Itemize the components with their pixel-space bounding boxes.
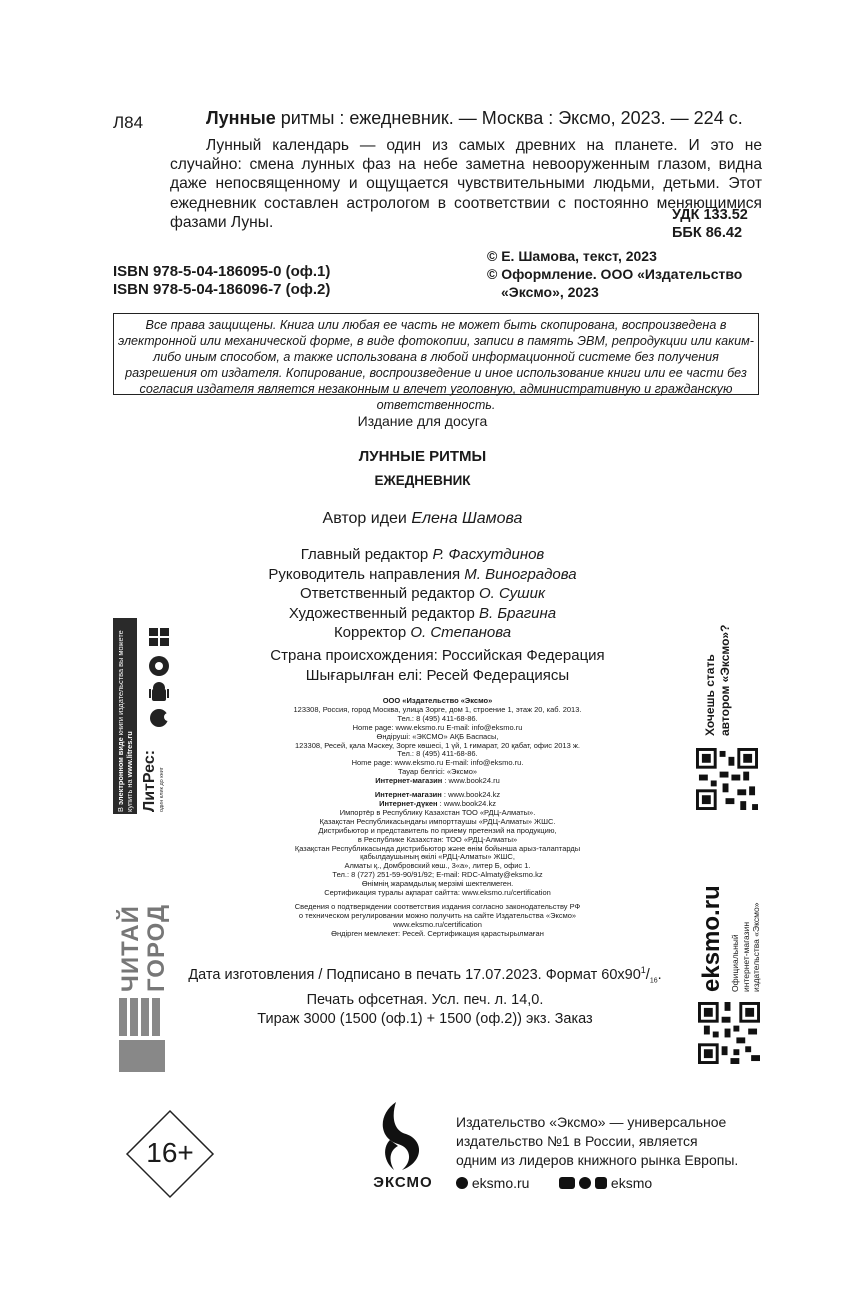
about-line: Издательство «Эксмо» — универсальное bbox=[456, 1114, 727, 1130]
detail-value: : www.book24.kz bbox=[441, 790, 501, 800]
detail-line: Тел.: 8 (495) 411-68-86. bbox=[397, 713, 478, 723]
social-handle[interactable]: eksmo bbox=[610, 1175, 653, 1191]
author-promo-text: Хочешь стать автором «Эксмо»? bbox=[703, 624, 732, 736]
format-denominator: 16 bbox=[649, 977, 658, 985]
litres-promo bbox=[113, 618, 171, 814]
litres-band-text: В электронном виде книги издательства вы можете купить на www.litres.ru bbox=[116, 630, 134, 812]
staff-name: О. Сушик bbox=[478, 585, 546, 602]
chitai-gorod-logo bbox=[117, 880, 170, 1072]
detail-value: : www.book24.kz bbox=[437, 798, 496, 808]
staff-role: Художественный редактор bbox=[288, 604, 479, 622]
footer-links bbox=[456, 1175, 652, 1191]
book-stack-icon bbox=[119, 998, 165, 1072]
apple-icon bbox=[150, 709, 171, 727]
litres-tagline: один клик до книг bbox=[159, 767, 165, 812]
eksmo-logo-text: ЭКСМО bbox=[373, 1174, 433, 1191]
detail-line: 123308, Россия, город Москва, улица Зорге, дом 1, строение 1, этаж 20, каб. 2013. bbox=[293, 704, 582, 714]
detail-line: Дистрибьютор и представитель по приему претензий на продукцию, bbox=[318, 825, 557, 835]
eksmo-store-promo bbox=[690, 880, 770, 1070]
detail-line: Home page: www.eksmo.ru E-mail: info@eksmo.ru bbox=[352, 722, 523, 732]
eksmo-store-text: Официальный интернет-магазин издательства «Эксмо» bbox=[730, 902, 761, 992]
telegram-icon[interactable] bbox=[595, 1177, 607, 1189]
detail-line: Сертификация туралы ақпарат сайтта: www.eksmo.ru/certification bbox=[324, 888, 551, 898]
production-info bbox=[160, 961, 690, 1029]
detail-line: Қазақстан Республикасында дистрибьютор және өнім бойынша арыз-талаптарды bbox=[294, 843, 581, 853]
production-line-2: Печать офсетная. Усл. печ. л. 14,0. bbox=[306, 991, 544, 1008]
copyright-block bbox=[487, 247, 742, 301]
author-name: Елена Шамова bbox=[411, 510, 523, 527]
isbn-1: ISBN 978-5-04-186095-0 (оф.1) bbox=[113, 263, 331, 280]
country-ru: Страна происхождения: Российская Федерация bbox=[270, 647, 605, 664]
detail-label: Интернет-магазин bbox=[374, 790, 442, 800]
age-rating-badge bbox=[125, 1109, 215, 1199]
staff-name: В. Брагина bbox=[479, 604, 557, 622]
detail-line: 123308, Ресей, қала Мәскеу, Зорге көшесі, 1 үй, 1 ғимарат, 20 қабат, офис 2013 ж. bbox=[295, 740, 580, 750]
staff-row bbox=[0, 565, 845, 585]
eksmo-logo bbox=[368, 1100, 438, 1196]
country-kz: Шығарылған елі: Ресей Федерациясы bbox=[305, 666, 570, 684]
detail-line: Өндірген мемлекет: Ресей. Сертификация қарастырылмаған bbox=[331, 928, 544, 938]
eksmo-logo-icon bbox=[368, 1100, 438, 1172]
detail-line: Тауар белгісі: «Эксмо» bbox=[397, 767, 478, 777]
chrome-icon bbox=[149, 656, 169, 676]
eksmo-site-logo: eksmo.ru bbox=[698, 885, 725, 992]
bib-title: Лунные bbox=[206, 108, 276, 128]
author-promo bbox=[690, 620, 770, 820]
detail-line: www.eksmo.ru/certification bbox=[393, 919, 482, 929]
staff-row bbox=[0, 584, 845, 604]
udk: УДК 133.52 bbox=[672, 207, 748, 223]
copyright-design: © Оформление. ООО «Издательство bbox=[487, 266, 743, 282]
staff-role: Корректор bbox=[333, 624, 411, 641]
author-label: Автор идеи bbox=[322, 510, 412, 527]
staff-name: Р. Фасхутдинов bbox=[432, 546, 545, 563]
detail-line: Тел.: 8 (495) 411-68-86. bbox=[397, 749, 478, 759]
detail-line: Қазақстан Республикасындағы импорттаушы «РДЦ-Алматы» ЖШС. bbox=[319, 816, 556, 826]
edition-type: Издание для досуга bbox=[357, 413, 488, 429]
staff-row bbox=[0, 545, 845, 565]
qr-code-icon[interactable] bbox=[698, 1002, 760, 1064]
age-rating: 16+ bbox=[146, 1137, 194, 1168]
detail-label: Интернет-магазин bbox=[375, 776, 443, 786]
book-title: ЛУННЫЕ РИТМЫ bbox=[358, 448, 487, 465]
bibliographic-record bbox=[206, 108, 743, 129]
platform-icons bbox=[147, 626, 171, 736]
copyright-text: © Е. Шамова, текст, 2023 bbox=[487, 248, 657, 264]
bib-rest: ритмы : ежедневник. — Москва : Эксмо, 2023. — 224 с. bbox=[275, 108, 743, 128]
detail-line: Импортёр в Республику Казахстан ТОО «РДЦ-Алматы». bbox=[339, 807, 536, 817]
about-line: одним из лидеров книжного рынка Европы. bbox=[456, 1152, 739, 1168]
bbk: ББК 86.42 bbox=[672, 225, 743, 241]
author-line bbox=[0, 510, 845, 528]
publisher-name: ООО «Издательство «Эксмо» bbox=[382, 696, 493, 705]
isbn-block bbox=[113, 263, 330, 299]
detail-line: Өнімнің жарамдылық мерзімі шектелмеген. bbox=[361, 879, 514, 889]
classification-code: Л84 bbox=[113, 113, 144, 132]
android-icon bbox=[149, 682, 169, 701]
copyright-design-cont: «Эксмо», 2023 bbox=[501, 284, 599, 300]
isbn-2: ISBN 978-5-04-186096-7 (оф.2) bbox=[113, 281, 331, 298]
production-text: Дата изготовления / Подписано в печать 17.07.2023. Формат 60x90 bbox=[188, 966, 641, 983]
detail-line: қабылдаушының өкілі «РДЦ-Алматы» ЖШС, bbox=[360, 852, 515, 862]
vk-icon[interactable] bbox=[559, 1177, 575, 1189]
staff-name: М. Виноградова bbox=[464, 565, 577, 583]
chitai-brand: ЧИТАЙ bbox=[117, 905, 144, 992]
staff-role: Руководитель направления bbox=[268, 565, 465, 583]
format-numerator: 1 bbox=[640, 965, 646, 975]
gorod-brand: ГОРОД bbox=[143, 903, 170, 992]
staff-role: Ответственный редактор bbox=[299, 585, 479, 602]
detail-line: в Республике Казахстан: ТОО «РДЦ-Алматы» bbox=[357, 834, 518, 844]
qr-code-icon[interactable] bbox=[696, 748, 758, 810]
rights-notice: Все права защищены. Книга или любая ее часть не может быть скопирована, воспроизведена в электронной или механической форме, в виде фотокопии, записи в память ЭВМ, репродукции или каким-либо иным способом, а также использована в любой информационной системе без получения разрешения от издателя. Копирование, воспроизведение и иное использование книги или ее части без согласия издателя является незаконным и влечет уголовную, административную и гражданскую ответственность. bbox=[113, 313, 759, 395]
detail-label: Интернет-дүкен bbox=[379, 798, 438, 808]
globe-icon bbox=[456, 1177, 468, 1189]
book-subtitle: ЕЖЕДНЕВНИК bbox=[374, 473, 471, 488]
detail-value: : www.book24.ru bbox=[442, 776, 500, 786]
litres-logo-text: ЛитРес: bbox=[141, 749, 158, 812]
detail-line: Home page: www.eksmo.ru E-mail: info@eksmo.ru. bbox=[351, 758, 524, 768]
detail-line: Сведения о подтверждении соответствия издания согласно законодательству РФ bbox=[294, 901, 581, 911]
windows-icon bbox=[149, 628, 169, 646]
detail-line: Алматы қ., Домбровский көш., 3«а», литер Б, офис 1. bbox=[344, 861, 531, 871]
production-line-3: Тираж 3000 (1500 (оф.1) + 1500 (оф.2)) экз. Заказ bbox=[257, 1010, 593, 1027]
staff-name: О. Степанова bbox=[410, 624, 512, 641]
about-line: издательство №1 в России, является bbox=[456, 1133, 698, 1149]
production-line-1: Дата изготовления / Подписано в печать 17.07.2023. Формат $60x90^1/_{16}$. bbox=[188, 965, 662, 985]
publisher-about bbox=[456, 1113, 738, 1170]
classification-indexes bbox=[672, 206, 748, 242]
staff-role: Главный редактор bbox=[300, 546, 433, 563]
detail-line: Өндіруші: «ЭКСМО» АҚБ Баспасы, bbox=[376, 731, 499, 741]
detail-line: Тел.: 8 (727) 251-59-90/91/92; E-mail: RDC-Almaty@eksmo.kz bbox=[332, 870, 543, 880]
website-link[interactable]: eksmo.ru bbox=[471, 1175, 530, 1191]
detail-line: о техническом регулировании можно получить на сайте Издательства «Эксмо» bbox=[298, 910, 577, 920]
annotation: Лунный календарь — один из самых древних на планете. И это не случайно: смена лунных фаз на небе заметна невооруженным глазом, видна даже непосвященному и ощущается чувствительными людьми, детьми. Этот ежедневник составлен астрологом в соответствии с постоянно меняющимися фазами Луны. bbox=[170, 137, 762, 231]
production-text-end: . bbox=[657, 966, 662, 983]
ok-icon[interactable] bbox=[579, 1177, 591, 1189]
